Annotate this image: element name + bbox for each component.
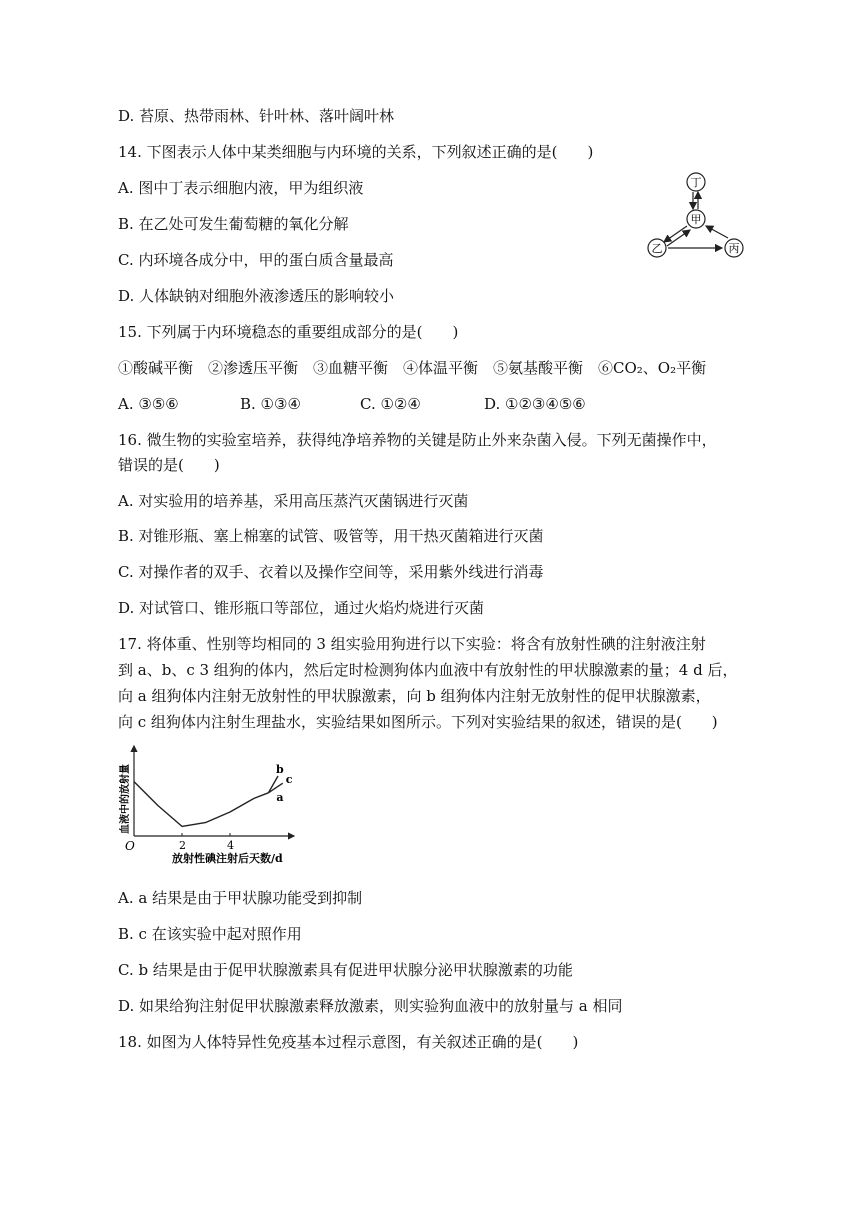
body-fluid-diagram bbox=[640, 168, 770, 264]
q17-stem-line1: 17. 将体重、性别等均相同的 3 组实验用狗进行以下实验：将含有放射性碘的注射液注射 bbox=[118, 635, 706, 653]
q17-stem-line3: 向 a 组狗体内注射无放射性的甲状腺激素，向 b 组狗体内注射无放射性的促甲状腺激素， bbox=[118, 687, 711, 705]
q15-stem: 15. 下列属于内环境稳态的重要组成部分的是( ) bbox=[118, 323, 459, 341]
q17-option-d: D. 如果给狗注射促甲状腺激素释放激素，则实验狗血液中的放射量与 a 相同 bbox=[118, 997, 623, 1015]
q15-option-b: B. ①③④ bbox=[240, 395, 301, 413]
svg-text:乙: 乙 bbox=[651, 242, 663, 255]
q15-option-d: D. ①②③④⑤⑥ bbox=[484, 395, 586, 413]
q16-option-a: A. 对实验用的培养基，采用高压蒸汽灭菌锅进行灭菌 bbox=[118, 492, 469, 510]
series-c-label: c bbox=[285, 773, 293, 787]
q17-option-c: C. b 结果是由于促甲状腺激素具有促进甲状腺分泌甲状腺激素的功能 bbox=[118, 961, 573, 979]
q14-stem: 14. 下图表示人体中某类细胞与内环境的关系，下列叙述正确的是( ) bbox=[118, 143, 594, 161]
q16-stem-line2: 错误的是( ) bbox=[118, 456, 220, 474]
q13-option-d: D. 苔原、热带雨林、针叶林、落叶阔叶林 bbox=[118, 107, 395, 125]
q14-option-a: A. 图中丁表示细胞内液，甲为组织液 bbox=[118, 179, 364, 197]
radioactivity-chart bbox=[112, 740, 312, 870]
q14-option-b: B. 在乙处可发生葡萄糖的氧化分解 bbox=[118, 215, 349, 233]
node-bing bbox=[725, 239, 743, 257]
q17-option-b: B. c 在该实验中起对照作用 bbox=[118, 925, 302, 943]
series-a-label: a bbox=[276, 790, 284, 804]
q14-option-c: C. 内环境各成分中，甲的蛋白质含量最高 bbox=[118, 251, 394, 269]
q16-option-b: B. 对锥形瓶、塞上棉塞的试管、吸管等，用干热灭菌箱进行灭菌 bbox=[118, 527, 544, 545]
q14-option-d: D. 人体缺钠对细胞外液渗透压的影响较小 bbox=[118, 287, 395, 305]
node-jia bbox=[687, 210, 705, 228]
q16-stem-line1: 16. 微生物的实验室培养，获得纯净培养物的关键是防止外来杂菌入侵。下列无菌操作中， bbox=[118, 431, 717, 449]
x-tick-label: 2 bbox=[179, 839, 186, 852]
svg-text:甲: 甲 bbox=[690, 213, 702, 226]
svg-text:丙: 丙 bbox=[728, 242, 740, 255]
q15-options bbox=[118, 391, 586, 417]
y-axis-label: 血液中的放射量 bbox=[120, 764, 131, 834]
q16-option-c: C. 对操作者的双手、衣着以及操作空间等，采用紫外线进行消毒 bbox=[118, 563, 544, 581]
q17-stem-line4: 向 c 组狗体内注射生理盐水，实验结果如图所示。下列对实验结果的叙述，错误的是( ) bbox=[118, 713, 718, 731]
x-tick-label: 4 bbox=[227, 839, 234, 852]
node-yi bbox=[648, 239, 666, 257]
q17-option-a: A. a 结果是由于甲状腺功能受到抑制 bbox=[118, 889, 363, 907]
q16-option-d: D. 对试管口、锥形瓶口等部位，通过火焰灼烧进行灭菌 bbox=[118, 599, 485, 617]
q15-option-a: A. ③⑤⑥ bbox=[118, 395, 179, 413]
q15-items: ①酸碱平衡 ②渗透压平衡 ③血糖平衡 ④体温平衡 ⑤氨基酸平衡 ⑥CO₂、O₂平衡 bbox=[118, 359, 707, 377]
x-axis-label: 放射性碘注射后天数/d bbox=[172, 852, 283, 865]
q18-stem: 18. 如图为人体特异性免疫基本过程示意图，有关叙述正确的是( ) bbox=[118, 1033, 579, 1051]
svg-text:丁: 丁 bbox=[690, 176, 702, 189]
node-ding bbox=[687, 173, 705, 191]
q17-stem-line2: 到 a、b、c 3 组狗的体内，然后定时检测狗体内血液中有放射性的甲状腺激素的量；4 d 后， bbox=[118, 661, 738, 679]
q15-option-c: C. ①②④ bbox=[360, 395, 421, 413]
series-a-line bbox=[134, 782, 268, 827]
series-b-label: b bbox=[276, 763, 284, 776]
origin-label: O bbox=[125, 839, 135, 853]
